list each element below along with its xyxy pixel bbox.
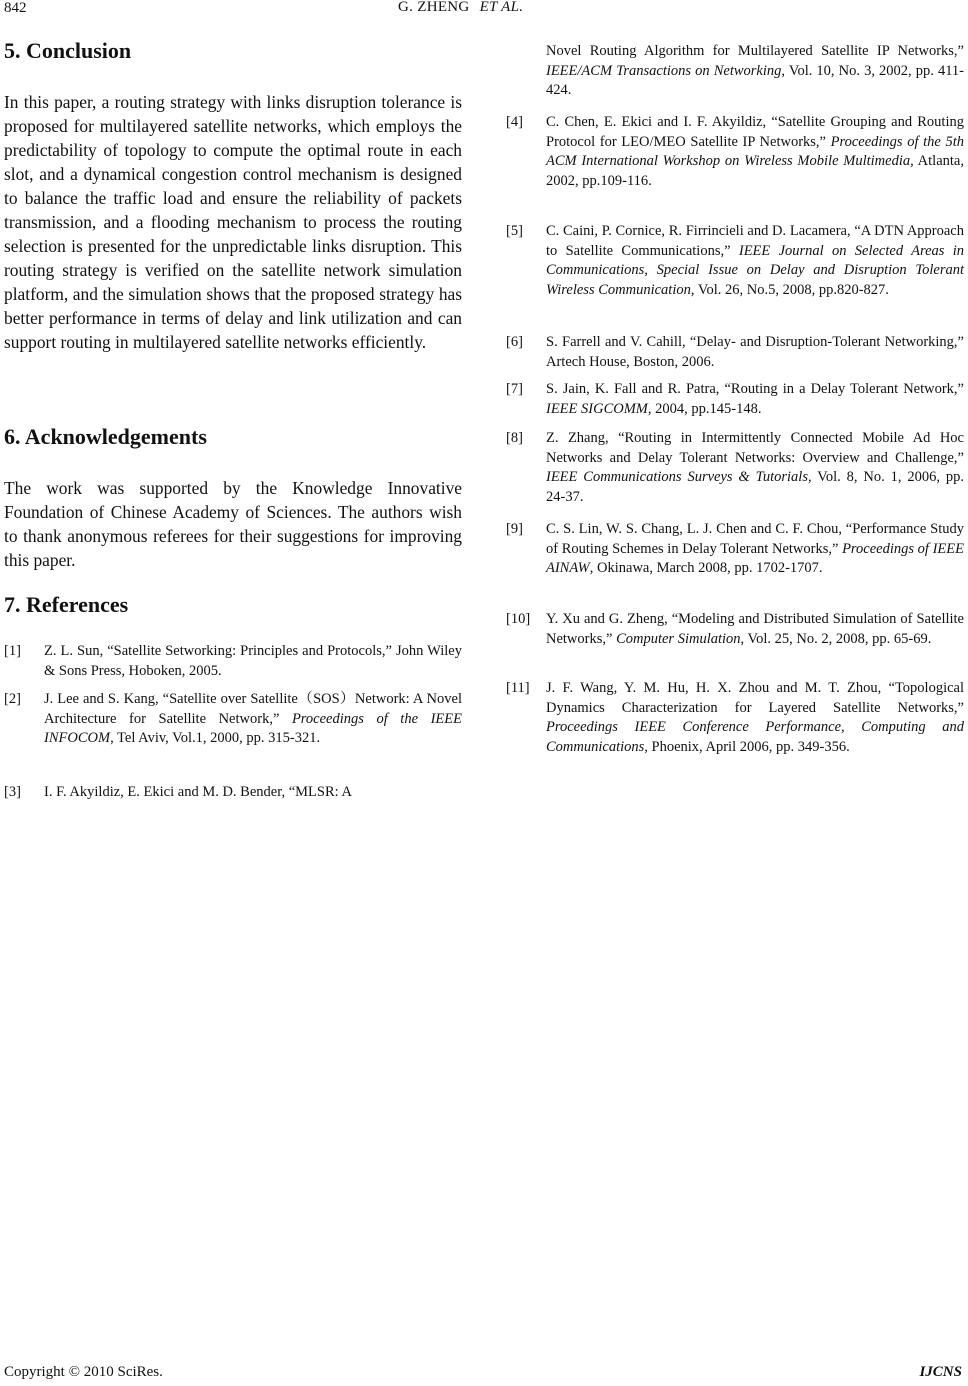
references-heading: 7. References — [4, 592, 129, 617]
conclusion-heading: 5. Conclusion — [4, 38, 132, 63]
acknowledgements-paragraph: The work was supported by the Knowledge Innovative Foundation of Chinese Academy of Sciences. The authors wish to thank anonymous referees for their suggestions for improving this paper. — [4, 478, 462, 570]
running-head — [398, 0, 523, 16]
reference-item — [506, 380, 964, 419]
reference-text: C. S. Lin, W. S. Chang, L. J. Chen and C. F. Chou, “Performance Study of Routing Schemes in Delay Tolerant Networks,” Proceedings of IEEE AINAW, Okinawa, March 2008, pp. 1702-1707. — [546, 521, 964, 577]
reference-number: [6] — [506, 334, 523, 350]
reference-number: [4] — [506, 114, 523, 130]
reference-number: [7] — [506, 381, 523, 397]
acknowledgements-heading: 6. Acknowledgements — [4, 424, 207, 449]
reference-item — [4, 642, 462, 681]
reference-number: [9] — [506, 521, 523, 537]
reference-text: Z. Zhang, “Routing in Intermittently Connected Mobile Ad Hoc Networks and Delay Tolerant Networks: Overview and Challenge,” IEEE Communications Surveys & Tutorials, Vol. 8, No. 1, 2006, pp. 24-37. — [546, 430, 965, 506]
reference-item — [506, 679, 964, 758]
reference-text: I. F. Akyildiz, E. Ekici and M. D. Bender, “MLSR: A — [44, 784, 352, 800]
reference-text: J. F. Wang, Y. M. Hu, H. X. Zhou and M. T. Zhou, “Topological Dynamics Characterization for Layered Satellite Networks,” Proceedings IEEE Conference Performance, Computing and Communications, Phoenix, April 2006, pp. 349-356. — [546, 680, 964, 756]
reference-item — [506, 113, 964, 192]
reference-continuation — [506, 42, 964, 101]
reference-number: [3] — [4, 784, 21, 800]
reference-number: [8] — [506, 430, 523, 446]
reference-number: [10] — [506, 611, 531, 627]
page-number: 842 — [4, 0, 27, 16]
reference-number: [5] — [506, 223, 523, 239]
reference-text: C. Chen, E. Ekici and I. F. Akyildiz, “Satellite Grouping and Routing Protocol for LEO/MEO Satellite IP Networks,” Proceedings of the 5th ACM International Workshop on Wireless Mobile Multimedia, Atlanta, 2002, pp.109-116. — [546, 114, 964, 190]
reference-number: [1] — [4, 643, 21, 659]
reference-item — [4, 690, 462, 749]
reference-text: Y. Xu and G. Zheng, “Modeling and Distributed Simulation of Satellite Networks,” Computer Simulation, Vol. 25, No. 2, 2008, pp. 65-69. — [546, 611, 964, 647]
reference-number — [506, 42, 546, 101]
reference-item — [4, 783, 462, 803]
conclusion-paragraph: In this paper, a routing strategy with links disruption tolerance is proposed for multilayered satellite networks, which employs the predictability of topology to compute the optimal route in each slot, and a dynamical congestion control mechanism is designed to balance the traffic load and ensure the reliability of packets transmission, and a flooding mechanism to process the routing selection is presented for the unpredictable links disruption. This routing strategy is verified on the satellite network simulation platform, and the simulation shows that the proposed strategy has better performance in terms of delay and link utilization and can support routing in multilayered satellite networks efficiently. — [4, 92, 462, 352]
reference-item — [506, 520, 964, 579]
running-head-author: G. ZHENG — [398, 0, 470, 15]
reference-text: C. Caini, P. Cornice, R. Firrincieli and D. Lacamera, “A DTN Approach to Satellite Communications,” IEEE Journal on Selected Areas in Communications, Special Issue on Delay and Disruption Tolerant Wireless Communication, Vol. 26, No.5, 2008, pp.820-827. — [546, 223, 964, 299]
reference-number: [2] — [4, 691, 21, 707]
reference-text: J. Lee and S. Kang, “Satellite over Satellite（SOS）Network: A Novel Architecture for Satellite Network,” Proceedings of the IEEE INFOCOM, Tel Aviv, Vol.1, 2000, pp. 315-321. — [44, 691, 462, 747]
reference-item — [506, 610, 964, 649]
reference-text: S. Jain, K. Fall and R. Patra, “Routing in a Delay Tolerant Network,” IEEE SIGCOMM, 2004, pp.145-148. — [546, 381, 964, 417]
reference-text: Novel Routing Algorithm for Multilayered Satellite IP Networks,” IEEE/ACM Transactions on Networking, Vol. 10, No. 3, 2002, pp. 411-424. — [546, 43, 964, 99]
reference-item — [506, 429, 964, 508]
reference-item — [506, 222, 964, 301]
reference-text: S. Farrell and V. Cahill, “Delay- and Disruption-Tolerant Networking,” Artech House, Boston, 2006. — [546, 334, 964, 370]
copyright-notice: Copyright © 2010 SciRes. — [4, 1364, 163, 1380]
reference-item — [506, 333, 964, 372]
reference-number: [11] — [506, 680, 530, 696]
journal-name: IJCNS — [919, 1364, 962, 1380]
running-head-suffix: ET AL. — [479, 0, 524, 15]
reference-text: Z. L. Sun, “Satellite Setworking: Principles and Protocols,” John Wiley & Sons Press, Hoboken, 2005. — [44, 643, 462, 679]
